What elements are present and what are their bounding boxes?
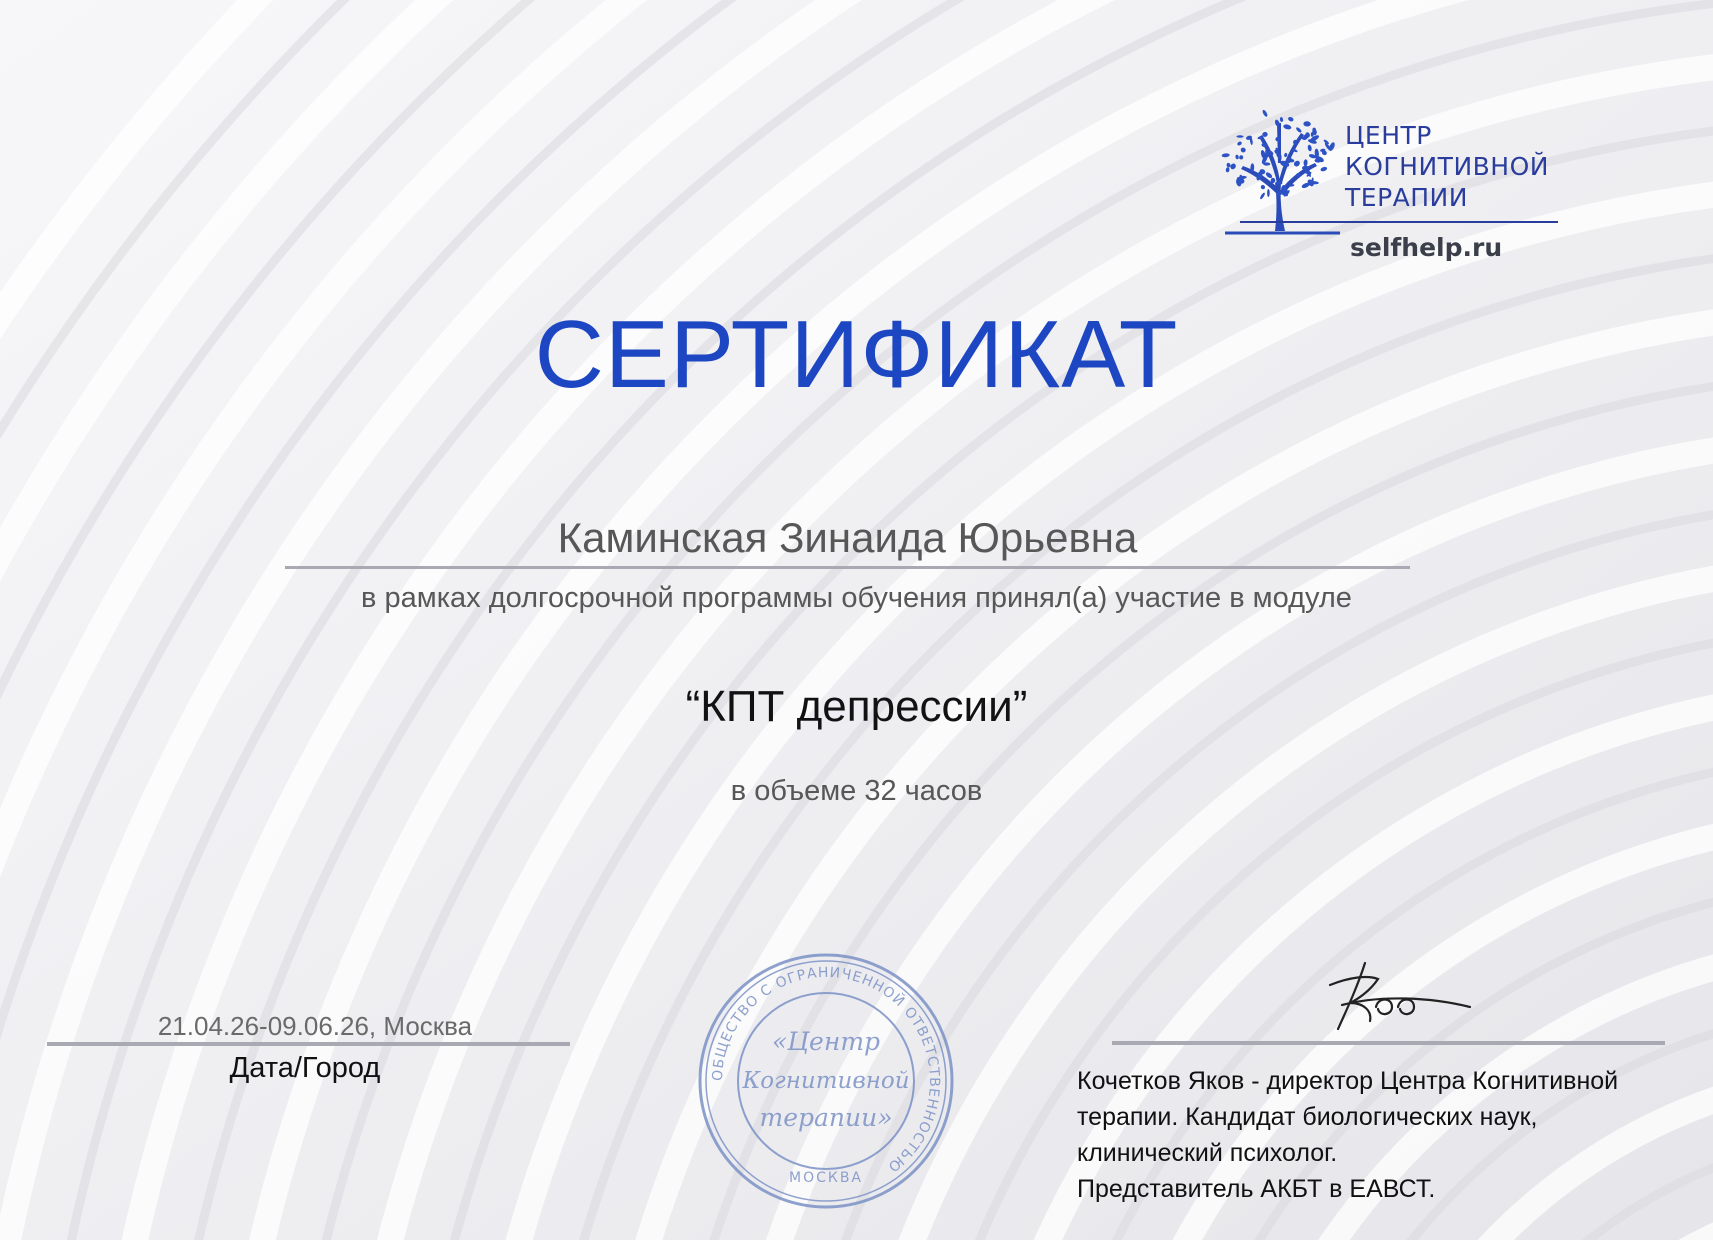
logo-line-3: ТЕРАПИИ (1345, 183, 1468, 212)
director-line-4: Представитель АКБТ в ЕАВСТ. (1077, 1175, 1436, 1203)
date-city-value: 21.04.26-09.06.26, Москва (157, 1011, 473, 1041)
center-logo (1215, 95, 1575, 275)
logo-underline (1240, 221, 1558, 223)
director-line-1: Кочетков Яков - директор Центра Когнитивной (1077, 1067, 1619, 1095)
certificate-title: СЕРТИФИКАТ (534, 301, 1179, 408)
logo-site: selfhelp.ru (1350, 233, 1503, 262)
director-info (1077, 1063, 1677, 1207)
director-line-2: терапии. Кандидат биологических наук, (1077, 1103, 1538, 1131)
participation-text: в рамках долгосрочной программы обучения принял(а) участие в модуле (361, 582, 1352, 614)
handwritten-signature-icon (1320, 955, 1480, 1035)
logo-line-2: КОГНИТИВНОЙ (1345, 152, 1549, 181)
logo-line-1: ЦЕНТР (1345, 121, 1432, 150)
stamp-line-1: «Центр (771, 1027, 881, 1056)
stamp-ring-text: ОБЩЕСТВО С ОГРАНИЧЕННОЙ ОТВЕТСТВЕННОСТЬЮ (709, 964, 943, 1176)
date-city-caption: Дата/Город (229, 1052, 381, 1084)
date-underline (47, 1042, 570, 1046)
director-line-3: клинический психолог. (1077, 1139, 1338, 1167)
tree-icon (1215, 103, 1345, 238)
recipient-underline (285, 566, 1410, 569)
recipient-name: Каминская Зинаида Юрьевна (557, 514, 1138, 561)
hours-text: в объеме 32 часов (730, 775, 983, 807)
stamp-city: МОСКВА (789, 1170, 863, 1186)
stamp-line-2: Когнитивной (742, 1068, 910, 1094)
module-name: “КПТ депрессии” (685, 682, 1028, 731)
round-seal-icon (695, 950, 957, 1212)
signature-underline (1112, 1041, 1665, 1045)
stamp-line-3: терапии» (759, 1103, 893, 1132)
